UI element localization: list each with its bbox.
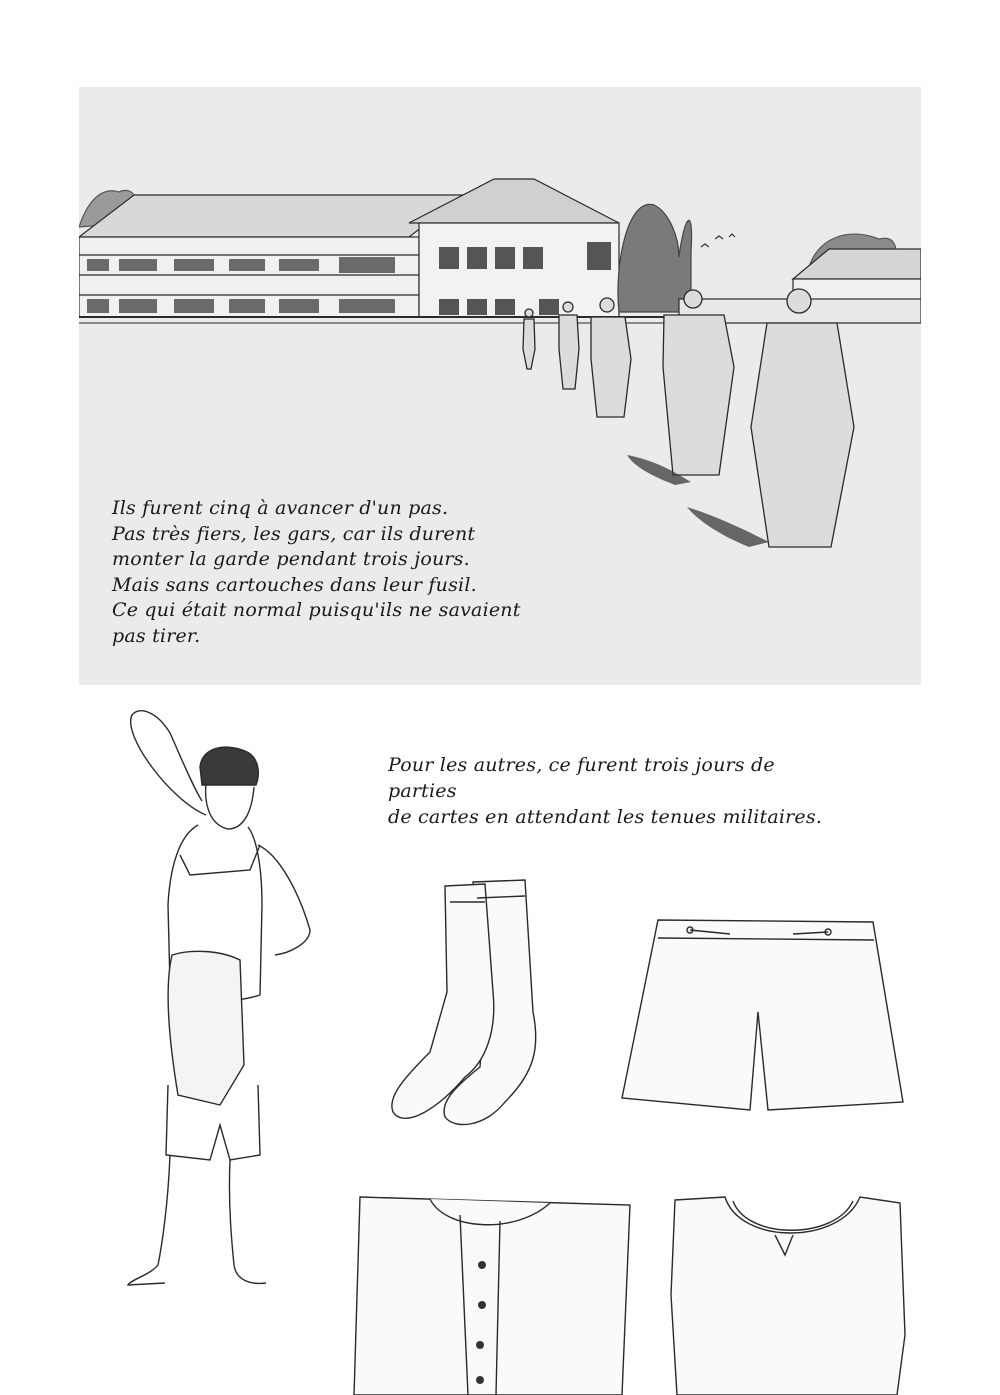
birds xyxy=(701,234,735,247)
right-building-roof xyxy=(793,249,921,279)
soldier-5 xyxy=(751,289,854,547)
tank-top xyxy=(180,845,260,875)
head xyxy=(206,783,254,829)
held-shirt xyxy=(168,951,244,1105)
man-changing-drawing xyxy=(110,705,320,1305)
hair xyxy=(200,747,258,785)
left-leg xyxy=(128,1155,170,1285)
windows-lower xyxy=(87,299,395,313)
soldier-2 xyxy=(559,302,579,389)
bottom-caption: Pour les autres, ce furent trois jours de parties de cartes en attendant les tenues militaires. xyxy=(388,754,823,828)
windows-upper xyxy=(87,257,395,273)
socks-drawing xyxy=(385,872,550,1137)
main-building-roof xyxy=(79,195,464,237)
right-leg xyxy=(229,1160,266,1283)
folded-undershirt-drawing xyxy=(665,1185,910,1395)
shorts-drawing xyxy=(618,912,908,1122)
right-arm xyxy=(258,845,310,955)
trees-middle xyxy=(618,204,692,312)
soldier-4 xyxy=(663,290,734,475)
raised-arm xyxy=(131,711,206,815)
folded-shirt-drawing xyxy=(350,1185,640,1395)
top-caption: Ils furent cinq à avancer d'un pas. Pas très fiers, les gars, car ils durent monter la garde pendant trois jours. Mais sans cartouches dans leur fusil. Ce qui était normal puisqu'ils ne savaient pas tirer. xyxy=(112,497,521,647)
